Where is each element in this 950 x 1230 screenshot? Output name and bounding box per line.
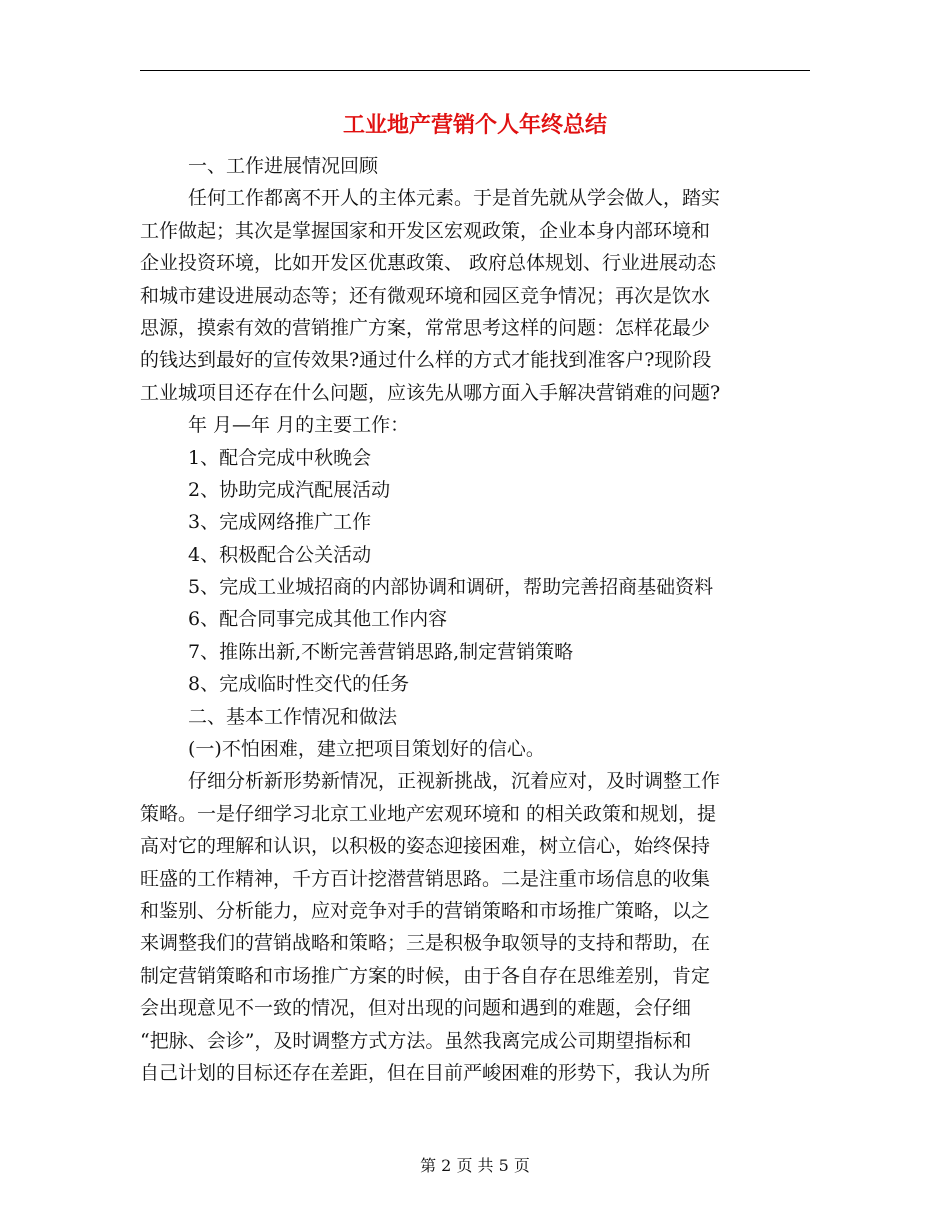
- body-text-line: 来调整我们的营销战略和策略；三是积极争取领导的支持和帮助，在: [140, 932, 711, 955]
- body-text-line: 的钱达到最好的宣传效果?通过什么样的方式才能找到准客户?现阶段: [140, 349, 712, 372]
- body-text-line: (一)不怕困难，建立把项目策划好的信心。: [188, 738, 545, 761]
- body-text-line: 4、积极配合公关活动: [188, 543, 372, 566]
- body-text-line: 8、完成临时性交代的任务: [188, 673, 410, 696]
- body-text-line: 一、工作进展情况回顾: [188, 155, 379, 177]
- body-text-line: 1、配合完成中秋晚会: [188, 446, 372, 469]
- body-text-line: 企业投资环境，比如开发区优惠政策、 政府总体规划、行业进展动态: [140, 252, 717, 275]
- body-text-line: 工作做起；其次是掌握国家和开发区宏观政策，企业本身内部环境和: [140, 219, 711, 242]
- body-text-line: 二、基本工作情况和做法: [188, 705, 398, 728]
- body-text-line: 工业城项目还存在什么问题，应该先从哪方面入手解决营销难的问题?: [140, 381, 721, 404]
- body-text-line: 5、完成工业城招商的内部协调和调研，帮助完善招商基础资料: [188, 576, 714, 599]
- body-text-line: 任何工作都离不开人的主体元素。于是首先就从学会做人，踏实: [188, 187, 721, 210]
- page-number-footer: 第 2 页 共 5 页: [420, 1156, 530, 1175]
- body-text-line: 仔细分析新形势新情况，正视新挑战，沉着应对，及时调整工作: [188, 770, 721, 793]
- body-text-line: 3、完成网络推广工作: [188, 511, 372, 534]
- body-text-line: 自己计划的目标还存在差距，但在目前严峻困难的形势下，我认为所: [140, 1061, 711, 1084]
- document-body: [140, 150, 810, 1089]
- body-text-line: 高对它的理解和认识，以积极的姿态迎接困难，树立信心，始终保持: [140, 835, 711, 858]
- body-text-line: 会出现意见不一致的情况，但对出现的问题和遇到的难题，会仔细: [140, 997, 692, 1020]
- body-text-line: 7、推陈出新,不断完善营销思路,制定营销策略: [188, 640, 574, 663]
- body-text-line: 和城市建设进展动态等；还有微观环境和园区竞争情况；再次是饮水: [140, 284, 711, 307]
- body-text-line: 年 月—年 月的主要工作：: [188, 414, 410, 437]
- body-text-line: 制定营销策略和市场推广方案的时候，由于各自存在思维差别，肯定: [140, 964, 711, 987]
- body-text-line: “把脉、会诊”，及时调整方式方法。虽然我离完成公司期望指标和: [140, 1029, 692, 1052]
- header-rule: [140, 70, 810, 71]
- body-text-line: 策略。一是仔细学习北京工业地产宏观环境和 的相关政策和规划，提: [140, 802, 717, 825]
- document-title: 工业地产营销个人年终总结: [342, 112, 607, 138]
- body-text-line: 2、协助完成汽配展活动: [188, 478, 391, 501]
- body-text-line: 思源，摸索有效的营销推广方案，常常思考这样的问题：怎样花最少: [140, 316, 711, 339]
- body-text-line: 6、配合同事完成其他工作内容: [188, 608, 448, 631]
- body-text-line: 和鉴别、分析能力，应对竞争对手的营销策略和市场推广策略，以之: [140, 899, 711, 922]
- body-text-line: 旺盛的工作精神，千方百计挖潜营销思路。二是注重市场信息的收集: [140, 867, 711, 890]
